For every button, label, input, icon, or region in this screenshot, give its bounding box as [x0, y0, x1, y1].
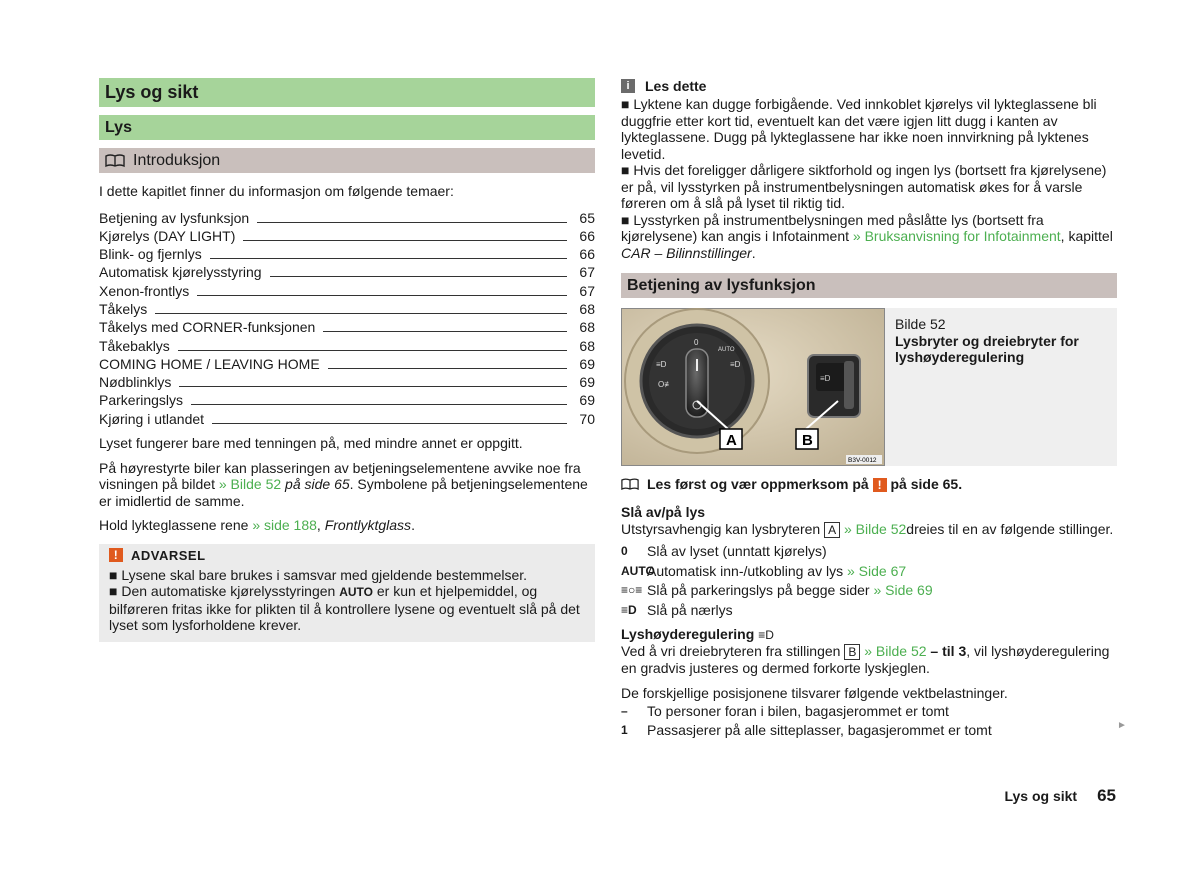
toc-leader [191, 404, 567, 405]
toc-page-number: 67 [579, 264, 595, 281]
toc-entry[interactable] [99, 374, 595, 392]
figure-title: Lysbryter og dreiebryter for lyshøyderegulering [895, 332, 1079, 365]
note-header [621, 78, 1117, 94]
toc-page-number: 69 [579, 392, 595, 409]
warning-icon: ! [109, 548, 123, 562]
toc-entry-title: Nødblinklys [99, 374, 172, 391]
svg-text:O≢: O≢ [658, 380, 673, 389]
link-figure-52[interactable]: » Bilde 52 [864, 643, 927, 659]
figure-image [621, 308, 885, 466]
toc-entry-title: Tåkelys [99, 300, 148, 317]
toc-entry-title: Blink- og fjernlys [99, 246, 202, 263]
toc-entry-title: COMING HOME / LEAVING HOME [99, 355, 320, 372]
switch-position-icon: AUTO [621, 563, 655, 578]
toc-entry-title: Kjørelys (DAY LIGHT) [99, 227, 236, 244]
toc-leader [323, 331, 567, 332]
headlight-leveling-icon: ≡D [758, 627, 774, 642]
subsection-header [99, 148, 595, 173]
toc-entry[interactable] [99, 356, 595, 374]
right-column [621, 78, 1117, 740]
intro-text: I dette kapitlet finner du informasjon om følgende temaer: [99, 183, 454, 199]
toc-page-number: 66 [579, 227, 595, 244]
chapter-title: Lys og sikt [99, 78, 595, 107]
toc-page-number: 68 [579, 300, 595, 317]
load-positions-list [621, 701, 1117, 740]
section-header-operation: Betjening av lysfunksjon [621, 273, 1117, 298]
book-icon [105, 154, 125, 168]
warning-icon: ! [873, 478, 887, 492]
toc-entry-title: Parkeringslys [99, 392, 184, 409]
toc-leader [155, 313, 567, 314]
svg-text:AUTO: AUTO [718, 347, 735, 353]
toc-leader [328, 368, 567, 369]
toc-leader [197, 295, 567, 296]
toc-page-number: 68 [579, 319, 595, 336]
note-text-1: ■ Lyktene kan dugge forbigående. Ved innkoblet kjørelys vil lykteglassene bli duggfrie etter kort tid, eventuelt kan det være igjen litt dugg i kanten av lykteglassene. Dugg på lykteglassene har ikke noen innvirkning på lyktenes levetid. [621, 96, 1097, 162]
warning-box [99, 544, 595, 642]
note-text-3: ■ Lysstyrken på instrumentbelysningen med påslåtte lys (bortsett fra kjørelysene) kan angis i Infotainment » Bruksanvisning for Infotainment, kapittel CAR – Bilinnstillinger. [621, 211, 1113, 261]
svg-text:≡D: ≡D [730, 360, 741, 369]
svg-text:≡D: ≡D [820, 374, 831, 383]
left-column [99, 78, 595, 642]
note-text-2: ■ Hvis det foreligger dårligere siktforhold og ingen lys (bortsett fra kjørelysene) er på, vil lysstyrken på instrumentbelysningen automatisk økes for å varsle føreren om å slå på lyset til riktig tid. [621, 162, 1107, 211]
toc-leader [212, 423, 567, 424]
toc-leader [270, 276, 567, 277]
paragraph-positions: De forskjellige posisjonene tilsvarer følgende vektbelastninger. [621, 684, 1008, 701]
paragraph-ignition: Lyset fungerer bare med tenningen på, med mindre annet er oppgitt. [99, 435, 523, 452]
paragraph-leveling: Ved å vri dreiebryteren fra stillingen B » Bilde 52 – til 3, vil lyshøyderegulering en gradvis justeres og dermed forkorte lyskjeglen. [621, 643, 1110, 676]
toc-leader [179, 386, 567, 387]
switch-position-icon: ≡○≡ [621, 583, 643, 598]
label-b-ref: B [844, 644, 860, 660]
figure-caption [885, 308, 1117, 466]
book-icon [621, 478, 639, 491]
toc-entry[interactable] [99, 392, 595, 410]
light-switch-illustration [622, 309, 884, 465]
svg-text:≡D: ≡D [656, 360, 667, 369]
subheading-on-off: Slå av/på lys [621, 504, 706, 520]
toc-leader [243, 240, 567, 241]
info-icon: i [621, 79, 635, 93]
switch-position-icon: ≡D [621, 602, 637, 617]
warning-title: ADVARSEL [131, 547, 206, 563]
warning-text-2: ■ Den automatiske kjørelysstyringen AUTO er kun et hjelpemiddel, og bilføreren fritas ikke for plikten til å kontrollere lysene og eventuelt slå på det lyset som lysforholdene krever. [109, 583, 580, 634]
label-b: B [802, 432, 813, 449]
warning-text-1: ■ Lysene skal bare brukes i samsvar med gjeldende bestemmelser. [109, 566, 528, 583]
toc-entry[interactable] [99, 301, 595, 319]
figure-number: Bilde 52 [895, 316, 946, 332]
toc-page-number: 68 [579, 337, 595, 354]
toc-leader [210, 258, 567, 259]
subheading-leveling: Lyshøyderegulering ≡D [621, 625, 774, 642]
toc-entry-title: Kjøring i utlandet [99, 410, 205, 427]
page-number: 65 [1097, 786, 1116, 805]
toc-page-number: 70 [579, 410, 595, 427]
paragraph-switch: Utstyrsavhengig kan lysbryteren A » Bilde 52dreies til en av følgende stillinger. [621, 520, 1114, 537]
toc-entry[interactable] [99, 283, 595, 301]
position-marker: 1 [621, 723, 628, 738]
list-item: AUTO Automatisk inn-/utkobling av lys » Side 67 [621, 562, 907, 579]
footer-section: Lys og sikt [1004, 788, 1078, 804]
toc-entry[interactable] [99, 338, 595, 356]
list-item: – To personer foran i bilen, bagasjerommet er tomt [621, 702, 949, 719]
position-marker: – [621, 703, 628, 718]
toc-leader [178, 350, 567, 351]
list-item: 0 Slå av lyset (unntatt kjørelys) [621, 543, 827, 560]
toc-entry-title: Tåkelys med CORNER-funksjonen [99, 319, 316, 336]
toc-entry[interactable] [99, 264, 595, 282]
table-of-contents [99, 210, 595, 430]
switch-position-icon: 0 [621, 544, 628, 559]
link-page-188[interactable]: » side 188 [252, 517, 317, 534]
section-title: Lys [99, 115, 595, 140]
list-item-link[interactable]: » Side 69 [873, 582, 933, 599]
toc-leader [257, 222, 567, 223]
toc-entry[interactable] [99, 210, 595, 228]
note-title: Les dette [645, 78, 707, 94]
figure-52 [621, 308, 1117, 466]
page-footer [1004, 786, 1116, 806]
link-infotainment[interactable]: » Bruksanvisning for Infotainment [852, 228, 1061, 244]
toc-page-number: 67 [579, 282, 595, 299]
toc-page-number: 69 [579, 374, 595, 391]
toc-page-number: 69 [579, 355, 595, 372]
toc-entry-title: Tåkebaklys [99, 337, 170, 354]
paragraph-rhd: På høyrestyrte biler kan plasseringen av betjeningselementene avvike noe fra visningen på bildet » Bilde 52 på side 65. Symbolene på betjeningselementene er imidlertid de samme. [99, 459, 588, 509]
toc-entry-title: Xenon-frontlys [99, 282, 190, 299]
label-a-ref: A [824, 522, 840, 538]
list-item-link[interactable]: » Side 67 [846, 562, 907, 579]
subsection-title: Introduksjon [133, 152, 221, 169]
read-first-line: Les først og vær oppmerksom på ! på side 65. [621, 476, 1117, 492]
toc-entry[interactable] [99, 246, 595, 264]
link-figure-52[interactable]: » Bilde 52 [844, 520, 907, 537]
paragraph-clean: Hold lykteglassene rene » side 188, Frontlyktglass. [99, 517, 415, 534]
continue-arrow-icon: ► [1117, 720, 1127, 731]
toc-page-number: 66 [579, 246, 595, 263]
link-figure-52[interactable]: » Bilde 52 [218, 476, 282, 493]
toc-entry[interactable] [99, 319, 595, 337]
list-item: ≡○≡ Slå på parkeringslys på begge sider » Side 69 [621, 582, 933, 599]
switch-positions-list [621, 542, 1117, 620]
toc-entry-title: Betjening av lysfunksjon [99, 209, 250, 226]
label-a: A [726, 432, 737, 449]
toc-entry-title: Automatisk kjørelysstyring [99, 264, 262, 281]
toc-entry[interactable] [99, 228, 595, 246]
toc-entry[interactable] [99, 411, 595, 429]
list-item: 1 Passasjerer på alle sitteplasser, bagasjerommet er tomt [621, 722, 992, 739]
figure-code: B3V-0012 [848, 457, 877, 464]
svg-text:0: 0 [694, 338, 699, 347]
toc-page-number: 65 [579, 209, 595, 226]
list-item: ≡D Slå på nærlys [621, 601, 733, 618]
